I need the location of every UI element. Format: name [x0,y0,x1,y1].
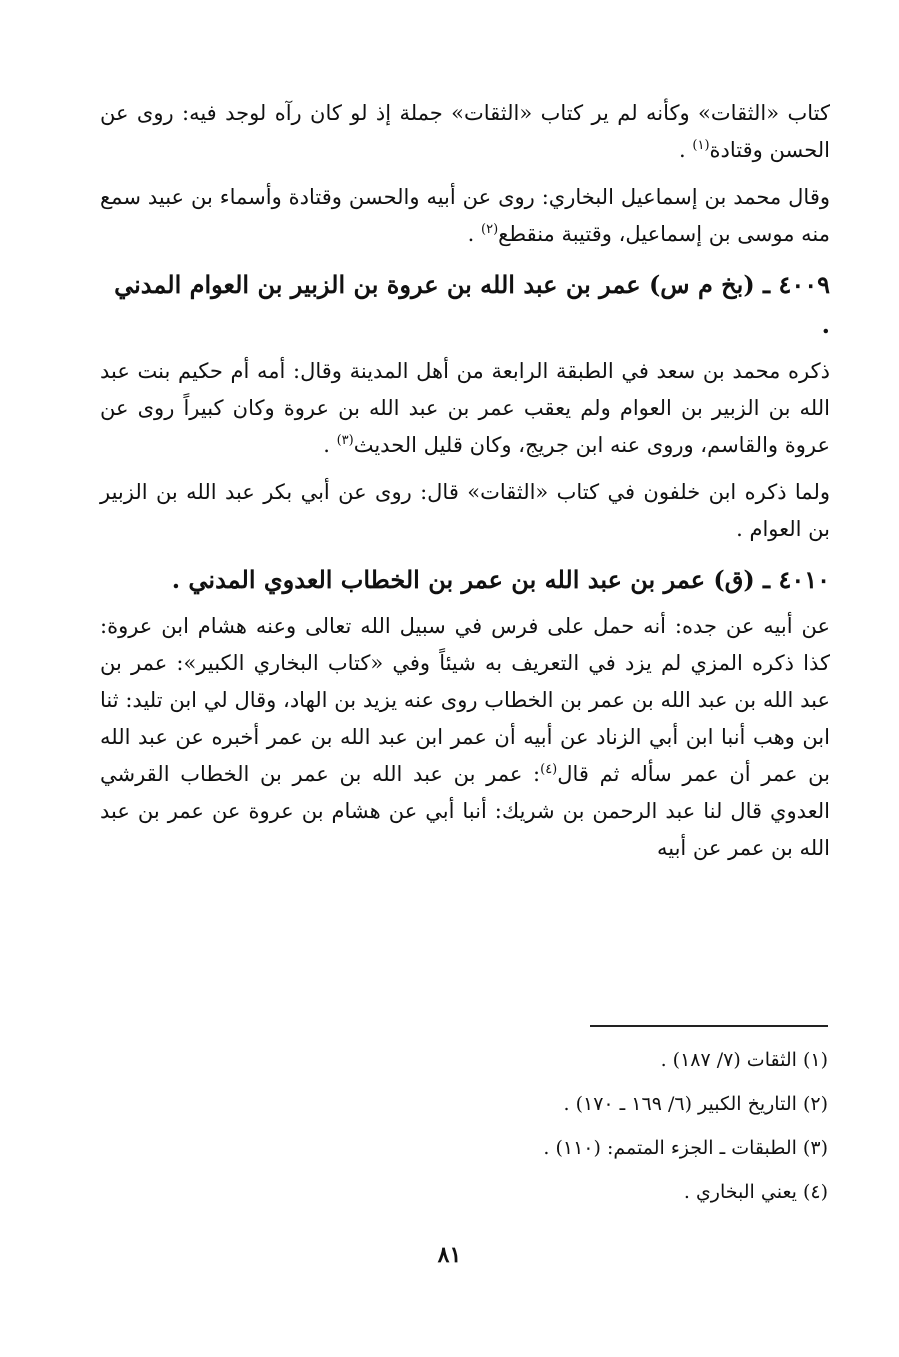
page-number: ٨١ [437,1242,462,1268]
paragraph-continuation [100,95,830,169]
paragraph-text: ولما ذكره ابن خلفون في كتاب «الثقات» قال: روى عن أبي بكر عبد الله بن الزبير بن العوام . [100,480,830,541]
paragraph-text-continued: : عمر بن عبد الله بن عمر بن الخطاب القرشي العدوي قال لنا عبد الرحمن بن شريك: أنبا أبي عن هشام بن عروة عن عمر بن عبد الله بن عمر عن أبيه [100,762,830,860]
paragraph-end: . [323,433,337,457]
footnote-ref-3[interactable]: (٣) [336,433,354,448]
footnote-ref-1[interactable]: (١) [692,138,710,153]
footnote-1: (١) الثقات (٧/ ١٨٧) . [660,1049,828,1071]
page-body [100,95,830,867]
paragraph-text: كتاب «الثقات» وكأنه لم ير كتاب «الثقات» جملة إذ لو كان رآه لوجد فيه: روى عن الحسن وقتادة [100,101,830,162]
paragraph-text: ذكره محمد بن سعد في الطبقة الرابعة من أهل المدينة وقال: أمه أم حكيم بنت عبد الله بن الزبير بن العوام ولم يعقب عمر بن عبد الله بن عروة وكان كبيراً روى عن عروة والقاسم، وروى عنه ابن جريج، وكان قليل الحديث [100,359,830,457]
paragraph-text: عن أبيه عن جده: أنه حمل على فرس في سبيل الله تعالى وعنه هشام ابن عروة: كذا ذكره المزي لم يزد في التعريف به شيئاً وفي «كتاب البخاري الكبير»: عمر بن عبد الله بن عبد الله بن عمر بن الخطاب روى عنه يزيد بن الهاد، وقال لي ابن تليد: ثنا ابن وهب أنبا ابن أبي الزناد عن أبيه أن عمر ابن عبد الله بن عمر أخبره عن عبد الله بن عمر أن عمر سأله ثم قال [100,614,830,786]
footnote-ref-4[interactable]: (٤) [540,762,558,777]
paragraph-ibn-sad [100,353,830,464]
footnote-2: (٢) التاريخ الكبير (٦/ ١٦٩ ـ ١٧٠) . [563,1093,828,1115]
footnote-3: (٣) الطبقات ـ الجزء المتمم: (١١٠) . [543,1137,828,1159]
footnotes [100,1038,828,1214]
entry-heading-4009: ٤٠٠٩ ـ (بخ م س) عمر بن عبد الله بن عروة بن الزبير بن العوام المدني . [114,270,830,339]
paragraph-end: . [679,138,693,162]
footnote-4: (٤) يعني البخاري . [683,1181,828,1203]
paragraph-end: . [467,222,482,246]
footnote-divider [590,1025,828,1027]
paragraph-ibn-khalfun [100,474,830,548]
paragraph-bukhari-quote [100,179,830,253]
entry-heading-4010: ٤٠١٠ ـ (ق) عمر بن عبد الله بن عمر بن الخطاب العدوي المدني . [171,565,830,594]
paragraph-entry-4010 [100,608,830,867]
footnote-ref-2[interactable]: (٢) [481,222,499,237]
paragraph-text: وقال محمد بن إسماعيل البخاري: روى عن أبيه والحسن وقتادة وأسماء بن عبيد سمع منه موسى بن إسماعيل، وقتيبة منقطع [100,185,830,246]
